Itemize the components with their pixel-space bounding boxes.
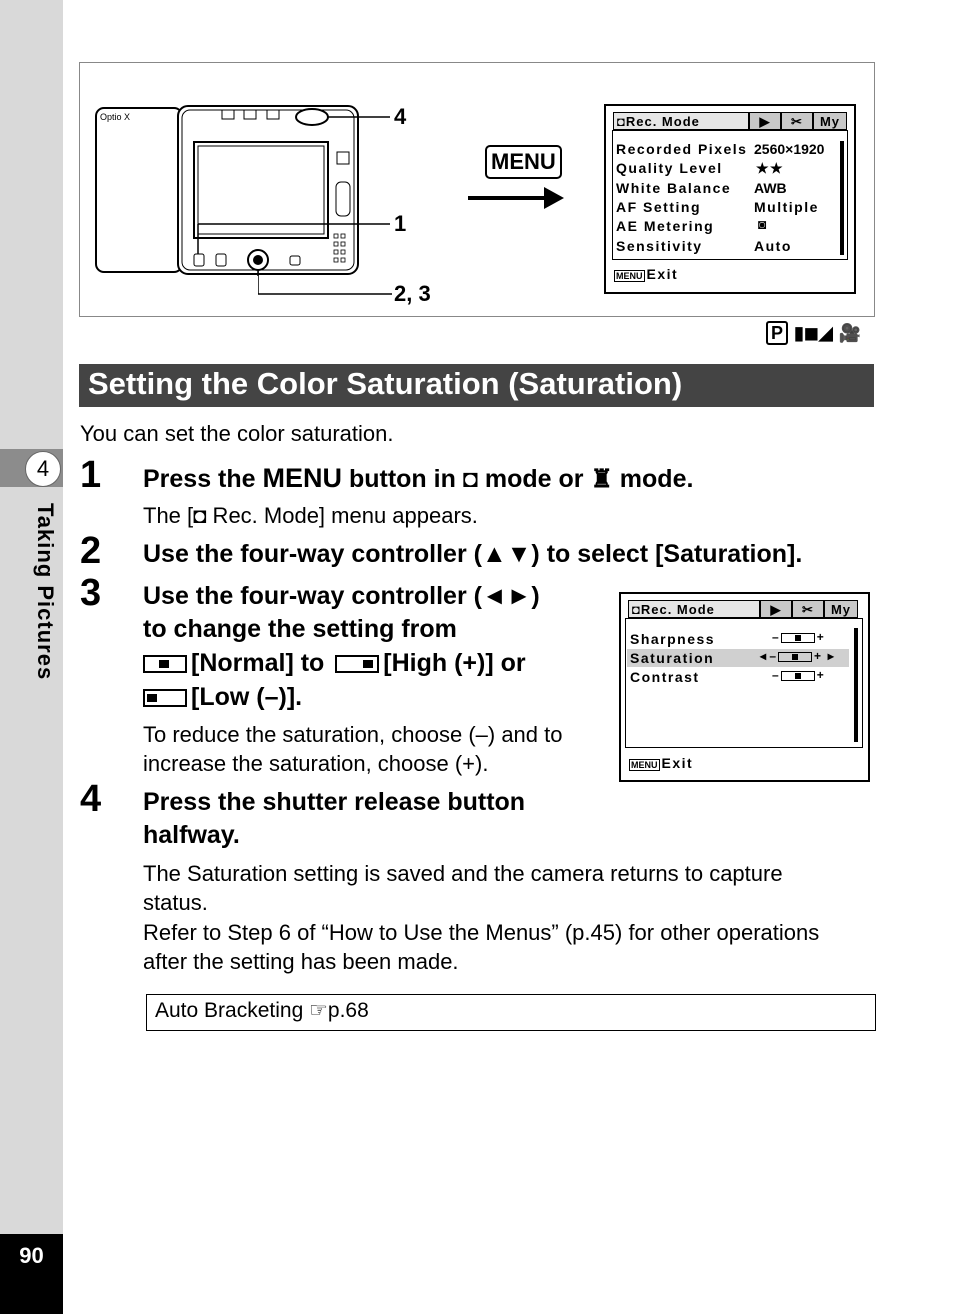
page-number: 90 xyxy=(19,1243,44,1268)
tab-rec-mode: ◘Rec. Mode xyxy=(628,600,760,618)
chapter-title: Taking Pictures xyxy=(33,503,58,681)
setup-tab-icon: ✂ xyxy=(781,112,813,130)
mode-icons xyxy=(760,323,861,344)
arrow-right-icon xyxy=(468,184,566,212)
step-4-line: halfway. xyxy=(143,821,240,849)
tab-rec-mode: ◘Rec. Mode xyxy=(613,112,749,130)
contrast-slider: – + xyxy=(772,668,824,682)
step-3-line: Use the four-way controller (◄►) xyxy=(143,582,540,610)
normal-saturation-icon xyxy=(143,655,187,673)
saturation-scrollbar xyxy=(854,628,858,742)
rec-row-label: AF Setting xyxy=(616,199,701,215)
rec-row-value: ★★ xyxy=(756,160,785,176)
camera-illustration xyxy=(94,104,394,276)
step-1-instruction: Press the MENU button in ◘ mode or ♜ mode. xyxy=(143,463,694,493)
menu-key-label: MENU xyxy=(485,145,562,179)
rec-exit-hint: MENU Exit xyxy=(616,266,679,282)
movie-mode-icon: 🎥 xyxy=(838,323,862,343)
high-saturation-icon xyxy=(335,655,379,673)
rec-scrollbar xyxy=(840,141,844,255)
camera-icon: ◘ xyxy=(462,465,478,493)
rec-mode-tabs xyxy=(613,112,847,130)
step-4-line: Press the shutter release button xyxy=(143,788,526,816)
scene-mode-icon: ▮◼◢ xyxy=(794,323,833,343)
step-3-line: [Normal] to [High (+)] or xyxy=(143,646,526,680)
intro-text: You can set the color saturation. xyxy=(80,421,394,446)
step-3-line: [Low (–)]. xyxy=(143,680,302,714)
menu-label: MENU xyxy=(262,463,343,493)
tab-my: My xyxy=(824,600,858,618)
step-3-note: increase the saturation, choose (+). xyxy=(143,751,489,776)
tab-my: My xyxy=(813,112,847,130)
setup-tab-icon: ✂ xyxy=(792,600,824,618)
camera-icon: ◘ xyxy=(193,503,207,528)
menu-key-icon: MENU xyxy=(631,760,658,770)
step-4-note: The Saturation setting is saved and the camera returns to capture xyxy=(143,861,783,886)
rec-row-label: Quality Level xyxy=(616,160,723,176)
chapter-number: 4 xyxy=(25,451,61,487)
sat-row-label: Saturation xyxy=(630,650,715,666)
sat-row-label: Sharpness xyxy=(630,631,716,647)
rec-row-label: White Balance xyxy=(616,180,732,196)
step-3-line: to change the setting from xyxy=(143,615,457,643)
playback-tab-icon: ▶ xyxy=(760,600,792,618)
step-number: 1 xyxy=(80,454,102,496)
rec-row-value: 2560×1920 xyxy=(754,141,825,157)
step-number: 2 xyxy=(80,530,102,572)
metering-icon: ◙ xyxy=(758,216,768,232)
step-3-note: To reduce the saturation, choose (–) and to xyxy=(143,722,563,747)
step-4-note: status. xyxy=(143,890,208,915)
rec-row-value: Auto xyxy=(754,238,792,254)
playback-tab-icon: ▶ xyxy=(749,112,781,130)
callout-line-23 xyxy=(258,270,394,296)
saturation-slider: ◂ – + ▸ xyxy=(760,649,834,663)
program-mode-icon: P xyxy=(766,321,788,345)
rec-row-value: Multiple xyxy=(754,199,819,215)
menu-key-icon: MENU xyxy=(616,271,643,281)
callout-2-3: 2, 3 xyxy=(394,281,431,306)
movie-icon: ♜ xyxy=(590,465,613,493)
step-4-note: after the setting has been made. xyxy=(143,949,459,974)
rec-row-label: Recorded Pixels xyxy=(616,141,748,157)
saturation-tabs xyxy=(628,600,858,618)
rec-row-label: AE Metering xyxy=(616,218,715,234)
callout-1: 1 xyxy=(394,211,407,236)
low-saturation-icon xyxy=(143,689,187,707)
rec-row-value: AWB xyxy=(754,180,787,196)
step-number: 3 xyxy=(80,572,102,614)
step-2-instruction: Use the four-way controller (▲▼) to select [Saturation]. xyxy=(143,540,803,568)
rec-row-label: Sensitivity xyxy=(616,238,703,254)
section-title: Setting the Color Saturation (Saturation) xyxy=(88,366,683,401)
sharpness-slider: – + xyxy=(772,630,824,644)
saturation-exit-hint: MENU Exit xyxy=(631,755,694,771)
step-1-note: The [◘ Rec. Mode] menu appears. xyxy=(143,503,478,528)
camera-brand: Optio X xyxy=(100,112,131,122)
step-4-note: Refer to Step 6 of “How to Use the Menus” (p.45) for other operations xyxy=(143,920,820,945)
reference-link[interactable]: Auto Bracketing ☞p.68 xyxy=(155,999,369,1022)
sat-row-label: Contrast xyxy=(630,669,700,685)
step-number: 4 xyxy=(80,778,102,820)
callout-4: 4 xyxy=(394,104,407,129)
